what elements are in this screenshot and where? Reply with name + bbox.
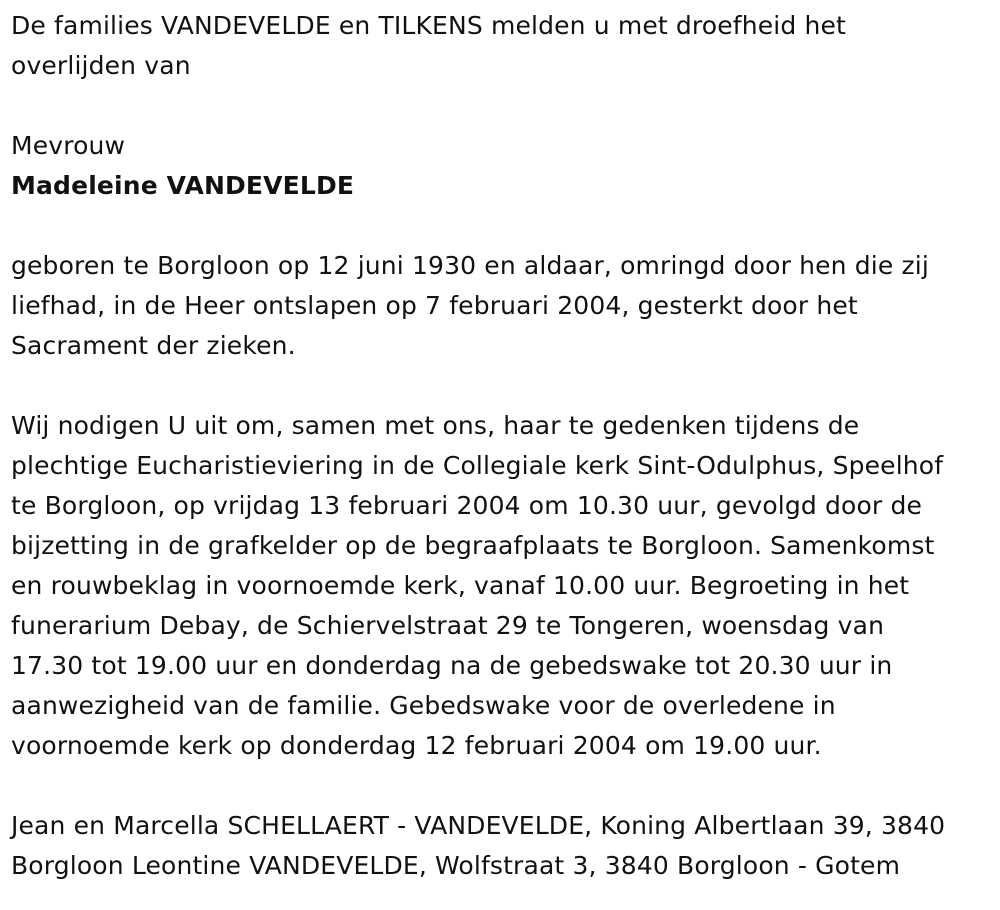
intro-paragraph bbox=[11, 6, 991, 86]
ceremony-line: te Borgloon, op vrijdag 13 februari 2004 om 10.30 uur, gevolgd door de bbox=[11, 491, 923, 520]
ceremony-line: plechtige Eucharistieviering in de Collegiale kerk Sint-Odulphus, Speelhof bbox=[11, 451, 944, 480]
birth-death-line: geboren te Borgloon op 12 juni 1930 en aldaar, omringd door hen die zij bbox=[11, 251, 929, 280]
ceremony-line: voornoemde kerk op donderdag 12 februari 2004 om 19.00 uur. bbox=[11, 731, 822, 760]
ceremony-line: Wij nodigen U uit om, samen met ons, haar te gedenken tijdens de bbox=[11, 411, 860, 440]
obituary-document bbox=[11, 6, 991, 886]
intro-line: De families VANDEVELDE en TILKENS melden u met droefheid het bbox=[11, 11, 846, 40]
intro-line: overlijden van bbox=[11, 51, 191, 80]
deceased-name: Madeleine VANDEVELDE bbox=[11, 171, 355, 200]
deceased-title: Mevrouw bbox=[11, 131, 126, 160]
birth-death-paragraph bbox=[11, 246, 991, 366]
ceremony-line: bijzetting in de grafkelder op de begraafplaats te Borgloon. Samenkomst bbox=[11, 531, 935, 560]
family-paragraph bbox=[11, 806, 991, 886]
family-line: Borgloon Leontine VANDEVELDE, Wolfstraat 3, 3840 Borgloon - Gotem bbox=[11, 851, 901, 880]
ceremony-paragraph bbox=[11, 406, 991, 766]
paragraph-spacer bbox=[11, 206, 991, 246]
birth-death-line: Sacrament der zieken. bbox=[11, 331, 296, 360]
paragraph-spacer bbox=[11, 366, 991, 406]
birth-death-line: liefhad, in de Heer ontslapen op 7 februari 2004, gesterkt door het bbox=[11, 291, 858, 320]
paragraph-spacer bbox=[11, 766, 991, 806]
family-line: Jean en Marcella SCHELLAERT - VANDEVELDE, Koning Albertlaan 39, 3840 bbox=[11, 811, 946, 840]
ceremony-line: 17.30 tot 19.00 uur en donderdag na de gebedswake tot 20.30 uur in bbox=[11, 651, 893, 680]
deceased-block bbox=[11, 126, 991, 206]
paragraph-spacer bbox=[11, 86, 991, 126]
ceremony-line: aanwezigheid van de familie. Gebedswake voor de overledene in bbox=[11, 691, 836, 720]
ceremony-line: funerarium Debay, de Schiervelstraat 29 te Tongeren, woensdag van bbox=[11, 611, 885, 640]
ceremony-line: en rouwbeklag in voornoemde kerk, vanaf 10.00 uur. Begroeting in het bbox=[11, 571, 910, 600]
